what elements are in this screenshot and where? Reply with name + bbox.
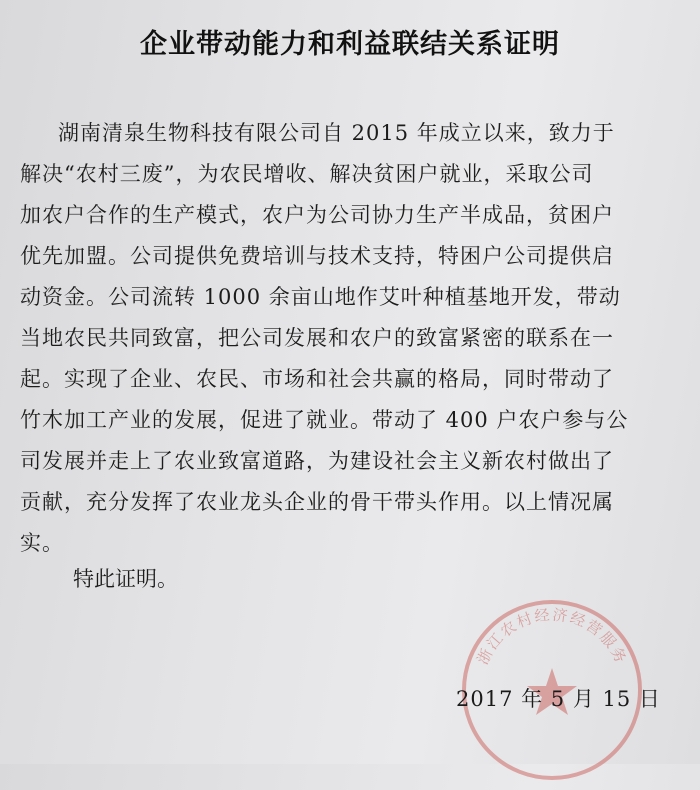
- body-line: 实。: [20, 531, 64, 555]
- body-line: 司发展并走上了农业致富道路，为建设社会主义新农村做出了: [20, 449, 614, 473]
- svg-text:浙江农村经济经营服务: [473, 606, 630, 668]
- body-line: 贡献，充分发挥了农业龙头企业的骨干带头作用。以上情况属: [20, 490, 614, 514]
- body-line: 湖南清泉生物科技有限公司自 2015 年成立以来，致力于: [58, 121, 615, 145]
- body-line: 竹木加工产业的发展，促进了就业。带动了 400 户农户参与公: [20, 408, 629, 432]
- body-line: 动资金。公司流转 1000 余亩山地作艾叶种植基地开发，带动: [20, 285, 621, 309]
- closing-statement: 特此证明。: [73, 567, 178, 591]
- document-title: 企业带动能力和利益联结关系证明: [140, 29, 560, 60]
- body-line: 优先加盟。公司提供免费培训与技术支持，特困户公司提供启: [20, 244, 614, 268]
- body-line: 起。实现了企业、农民、市场和社会共赢的格局，同时带动了: [20, 367, 614, 391]
- seal-text: 浙江农村经济经营服务: [473, 605, 631, 668]
- document-date: 2017 年 5 月 15 日: [456, 687, 661, 711]
- body-line: 解决“农村三废”，为农民增收、解决贫困户就业，采取公司: [20, 162, 594, 186]
- body-line: 当地农民共同致富，把公司发展和农户的致富紧密的联系在一: [20, 326, 614, 350]
- body-line: 加农户合作的生产模式，农户为公司协力生产半成品，贫困户: [20, 203, 614, 227]
